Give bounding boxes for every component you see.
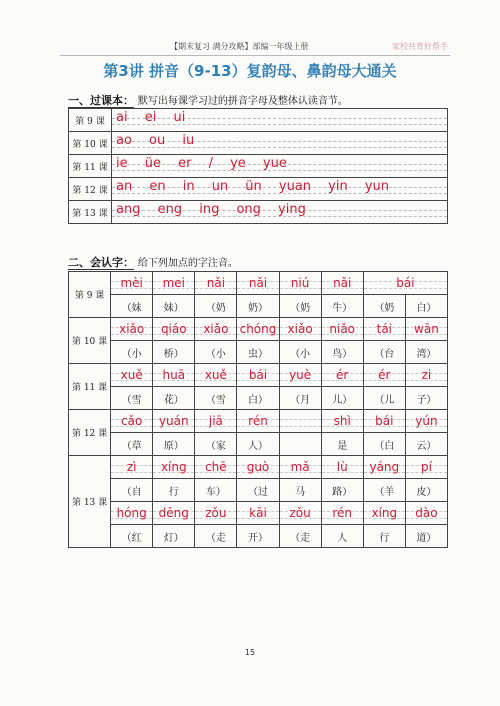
pinyin-answer-cell bbox=[195, 272, 237, 295]
hanzi-cell: （白 bbox=[363, 433, 405, 456]
handwritten-pinyin: jiā bbox=[208, 414, 223, 428]
hanzi-cell: （家 bbox=[195, 433, 237, 456]
pinyin-answer-cell bbox=[153, 410, 195, 433]
handwritten-pinyin: niǎo bbox=[329, 322, 356, 336]
handwritten-pinyin: ér bbox=[378, 368, 391, 382]
hanzi-cell: 是 bbox=[321, 433, 363, 456]
hanzi-cell: （台 bbox=[363, 341, 405, 364]
section1-desc: 默写出每课学习过的拼音字母及整体认读音节。 bbox=[137, 96, 348, 107]
hanzi-cell: （小 bbox=[195, 341, 237, 364]
pinyin-answer-cell bbox=[363, 410, 405, 433]
pinyin-row bbox=[69, 502, 448, 525]
hanzi-cell: 奶） bbox=[237, 295, 279, 318]
handwritten-pinyin: xíng bbox=[371, 506, 398, 520]
hanzi-cell: 开） bbox=[237, 525, 279, 548]
hanzi-row bbox=[69, 295, 448, 318]
hanzi-cell: 路） bbox=[321, 479, 363, 502]
hanzi-cell: 花） bbox=[153, 387, 195, 410]
pinyin-answer-cell bbox=[237, 318, 279, 341]
hanzi-row bbox=[69, 341, 448, 364]
pinyin-answer-cell bbox=[111, 318, 153, 341]
handwritten-pinyin: ai ei ui bbox=[116, 110, 186, 125]
page-title: 第3讲 拼音（9-13）复韵母、鼻韵母大通关 bbox=[103, 62, 397, 80]
handwritten-pinyin: xuě bbox=[204, 368, 227, 382]
lesson-label: 第 12 课 bbox=[69, 178, 112, 201]
handwritten-pinyin: guò bbox=[246, 460, 270, 474]
pinyin-annotation-table bbox=[68, 271, 448, 548]
pinyin-answer-cell bbox=[279, 502, 321, 525]
pinyin-answer-cell bbox=[237, 456, 279, 479]
hanzi-cell: （小 bbox=[111, 341, 153, 364]
handwritten-pinyin: zì bbox=[126, 460, 137, 474]
handwriting-cell bbox=[112, 132, 448, 155]
pinyin-answer-cell bbox=[195, 456, 237, 479]
header-text: 【期末复习 满分攻略】部编一年级上册 bbox=[170, 42, 309, 51]
handwriting-cell bbox=[112, 155, 448, 178]
lesson-label: 第 9 课 bbox=[69, 272, 111, 318]
page-header bbox=[60, 41, 450, 56]
handwritten-pinyin: lù bbox=[336, 460, 348, 474]
section1-title: 一、过课本： bbox=[68, 94, 134, 107]
hanzi-cell: 行 bbox=[153, 479, 195, 502]
handwritten-pinyin: xiǎo bbox=[119, 322, 145, 336]
handwritten-pinyin: wān bbox=[414, 322, 439, 336]
page-number: 15 bbox=[244, 648, 256, 657]
hanzi-cell: 车） bbox=[195, 479, 237, 502]
handwriting-cell bbox=[112, 178, 448, 201]
pinyin-answer-cell bbox=[279, 318, 321, 341]
pinyin-row bbox=[69, 318, 448, 341]
handwritten-pinyin: mei bbox=[162, 276, 185, 290]
handwritten-pinyin: dào bbox=[415, 506, 438, 520]
pinyin-answer-cell bbox=[111, 364, 153, 387]
hanzi-cell: 云） bbox=[405, 433, 447, 456]
pinyin-answer-cell bbox=[363, 318, 405, 341]
pinyin-row bbox=[69, 272, 448, 295]
pinyin-answer-cell bbox=[153, 456, 195, 479]
pinyin-answer-cell bbox=[405, 364, 447, 387]
pinyin-answer-cell bbox=[321, 502, 363, 525]
section2-desc: 给下列加点的字注音。 bbox=[137, 258, 238, 269]
hanzi-cell: 行 bbox=[363, 525, 405, 548]
handwritten-pinyin: hóng bbox=[116, 506, 147, 520]
hanzi-row bbox=[69, 387, 448, 410]
handwriting-cell bbox=[112, 109, 448, 132]
pinyin-answer-cell bbox=[279, 410, 321, 433]
handwritten-pinyin: zǒu bbox=[289, 506, 311, 520]
hanzi-cell: （走 bbox=[195, 525, 237, 548]
handwritten-pinyin: xuě bbox=[120, 368, 143, 382]
pinyin-review-table bbox=[68, 108, 448, 224]
hanzi-row bbox=[69, 479, 448, 502]
handwritten-pinyin: chóng bbox=[239, 322, 277, 336]
hanzi-cell: 鸟） bbox=[321, 341, 363, 364]
handwritten-pinyin: yuè bbox=[289, 368, 312, 382]
handwritten-pinyin: rén bbox=[248, 414, 268, 428]
handwritten-pinyin: pí bbox=[420, 460, 432, 474]
review-row bbox=[69, 201, 448, 224]
hanzi-cell: 灯） bbox=[153, 525, 195, 548]
handwritten-pinyin: yún bbox=[415, 414, 438, 428]
hanzi-cell: 人 bbox=[321, 525, 363, 548]
lesson-label: 第 9 课 bbox=[69, 109, 112, 132]
handwritten-pinyin: nǎi bbox=[248, 276, 268, 290]
pinyin-answer-cell bbox=[237, 272, 279, 295]
header-right-text: 家校共育好帮手 bbox=[392, 42, 448, 51]
pinyin-answer-cell bbox=[321, 456, 363, 479]
section2-heading bbox=[68, 254, 238, 270]
handwritten-pinyin: cǎo bbox=[121, 414, 143, 428]
pinyin-answer-cell bbox=[195, 318, 237, 341]
hanzi-cell: 马 bbox=[279, 479, 321, 502]
pinyin-answer-cell bbox=[153, 502, 195, 525]
hanzi-cell: 白） bbox=[405, 295, 447, 318]
hanzi-cell: （奶 bbox=[363, 295, 405, 318]
handwritten-pinyin: zi bbox=[421, 368, 432, 382]
hanzi-cell: （雪 bbox=[111, 387, 153, 410]
pinyin-answer-cell bbox=[321, 410, 363, 433]
pinyin-answer-cell bbox=[111, 272, 153, 295]
pinyin-answer-cell bbox=[405, 410, 447, 433]
hanzi-cell: 子） bbox=[405, 387, 447, 410]
pinyin-answer-cell bbox=[279, 364, 321, 387]
pinyin-answer-cell bbox=[195, 502, 237, 525]
pinyin-row bbox=[69, 456, 448, 479]
lesson-label: 第 12 课 bbox=[69, 410, 111, 456]
pinyin-answer-cell bbox=[195, 364, 237, 387]
handwritten-pinyin: ér bbox=[336, 368, 349, 382]
handwritten-pinyin: yáng bbox=[369, 460, 400, 474]
handwritten-pinyin: xiǎo bbox=[287, 322, 313, 336]
handwritten-pinyin: ang eng ing ong ying bbox=[116, 202, 306, 217]
handwritten-pinyin: an en in un ün yuan yin yun bbox=[116, 179, 390, 194]
hanzi-cell: （雪 bbox=[195, 387, 237, 410]
handwritten-pinyin: niú bbox=[290, 276, 310, 290]
pinyin-answer-cell bbox=[153, 272, 195, 295]
handwritten-pinyin: xíng bbox=[160, 460, 187, 474]
lesson-label: 第 13 课 bbox=[69, 456, 111, 548]
hanzi-cell: 桥） bbox=[153, 341, 195, 364]
pinyin-answer-cell bbox=[363, 502, 405, 525]
lesson-label: 第 13 课 bbox=[69, 201, 112, 224]
handwritten-pinyin: huā bbox=[162, 368, 186, 382]
pinyin-answer-cell bbox=[153, 364, 195, 387]
pinyin-answer-cell bbox=[111, 456, 153, 479]
pinyin-answer-cell bbox=[363, 364, 405, 387]
hanzi-cell: （羊 bbox=[363, 479, 405, 502]
section2-title: 二、会认字： bbox=[68, 256, 134, 269]
handwritten-pinyin: rén bbox=[332, 506, 353, 520]
pinyin-answer-cell bbox=[237, 364, 279, 387]
handwritten-pinyin: nǎi bbox=[333, 276, 352, 290]
hanzi-cell: （走 bbox=[279, 525, 321, 548]
pinyin-answer-cell bbox=[195, 410, 237, 433]
pinyin-answer-cell bbox=[321, 364, 363, 387]
hanzi-cell: （草 bbox=[111, 433, 153, 456]
hanzi-cell: 牛） bbox=[321, 295, 363, 318]
hanzi-cell: （自 bbox=[111, 479, 153, 502]
pinyin-answer-cell bbox=[363, 456, 405, 479]
handwritten-pinyin: dēng bbox=[158, 506, 189, 520]
handwritten-pinyin: ie üe er / ye yue bbox=[116, 156, 287, 171]
hanzi-cell: 妹） bbox=[153, 295, 195, 318]
hanzi-cell: 人） bbox=[237, 433, 279, 456]
handwritten-pinyin: nǎi bbox=[206, 276, 226, 290]
handwritten-pinyin: bái bbox=[396, 276, 415, 290]
handwritten-pinyin: shì bbox=[333, 414, 351, 428]
hanzi-row bbox=[69, 525, 448, 548]
hanzi-cell: 白） bbox=[237, 387, 279, 410]
pinyin-answer-cell bbox=[405, 456, 447, 479]
section1-heading bbox=[68, 92, 348, 108]
handwritten-pinyin: qiáo bbox=[160, 322, 187, 336]
pinyin-answer-cell bbox=[111, 410, 153, 433]
handwritten-pinyin: xiǎo bbox=[203, 322, 229, 336]
handwritten-pinyin: ao ou iu bbox=[116, 133, 195, 148]
hanzi-cell: 皮） bbox=[405, 479, 447, 502]
pinyin-answer-cell bbox=[237, 410, 279, 433]
lesson-label: 第 10 课 bbox=[69, 132, 112, 155]
handwritten-pinyin: bái bbox=[248, 368, 268, 382]
handwritten-pinyin: bái bbox=[375, 414, 394, 428]
pinyin-answer-cell bbox=[237, 502, 279, 525]
hanzi-cell: 原） bbox=[153, 433, 195, 456]
lesson-label: 第 11 课 bbox=[69, 364, 111, 410]
pinyin-answer-cell bbox=[153, 318, 195, 341]
handwritten-pinyin: mǎ bbox=[290, 460, 310, 474]
hanzi-cell: （妹 bbox=[111, 295, 153, 318]
hanzi-cell: 湾） bbox=[405, 341, 447, 364]
review-row bbox=[69, 178, 448, 201]
handwritten-pinyin: yuán bbox=[158, 414, 189, 428]
handwritten-pinyin: chē bbox=[205, 460, 227, 474]
pinyin-answer-cell bbox=[111, 502, 153, 525]
hanzi-cell: （奶 bbox=[279, 295, 321, 318]
hanzi-cell bbox=[279, 433, 321, 456]
review-row bbox=[69, 109, 448, 132]
pinyin-row bbox=[69, 410, 448, 433]
pinyin-answer-cell bbox=[321, 272, 363, 295]
hanzi-cell: （奶 bbox=[195, 295, 237, 318]
pinyin-answer-cell bbox=[279, 456, 321, 479]
review-row bbox=[69, 132, 448, 155]
handwritten-pinyin: tái bbox=[376, 322, 393, 336]
handwritten-pinyin: kāi bbox=[249, 506, 267, 520]
hanzi-cell: 道） bbox=[405, 525, 447, 548]
handwritten-pinyin: zǒu bbox=[205, 506, 227, 520]
hanzi-cell: 儿） bbox=[321, 387, 363, 410]
review-row bbox=[69, 155, 448, 178]
hanzi-cell: （小 bbox=[279, 341, 321, 364]
pinyin-answer-cell bbox=[321, 318, 363, 341]
hanzi-cell: （月 bbox=[279, 387, 321, 410]
lesson-label: 第 11 课 bbox=[69, 155, 112, 178]
hanzi-cell: 虫） bbox=[237, 341, 279, 364]
handwriting-cell bbox=[112, 201, 448, 224]
lesson-label: 第 10 课 bbox=[69, 318, 111, 364]
hanzi-row bbox=[69, 433, 448, 456]
pinyin-answer-cell bbox=[279, 272, 321, 295]
handwritten-pinyin: mèi bbox=[120, 276, 143, 290]
pinyin-row bbox=[69, 364, 448, 387]
pinyin-answer-cell bbox=[363, 272, 447, 295]
hanzi-cell: （过 bbox=[237, 479, 279, 502]
pinyin-answer-cell bbox=[405, 318, 447, 341]
hanzi-cell: （儿 bbox=[363, 387, 405, 410]
hanzi-cell: （红 bbox=[111, 525, 153, 548]
pinyin-answer-cell bbox=[405, 502, 447, 525]
